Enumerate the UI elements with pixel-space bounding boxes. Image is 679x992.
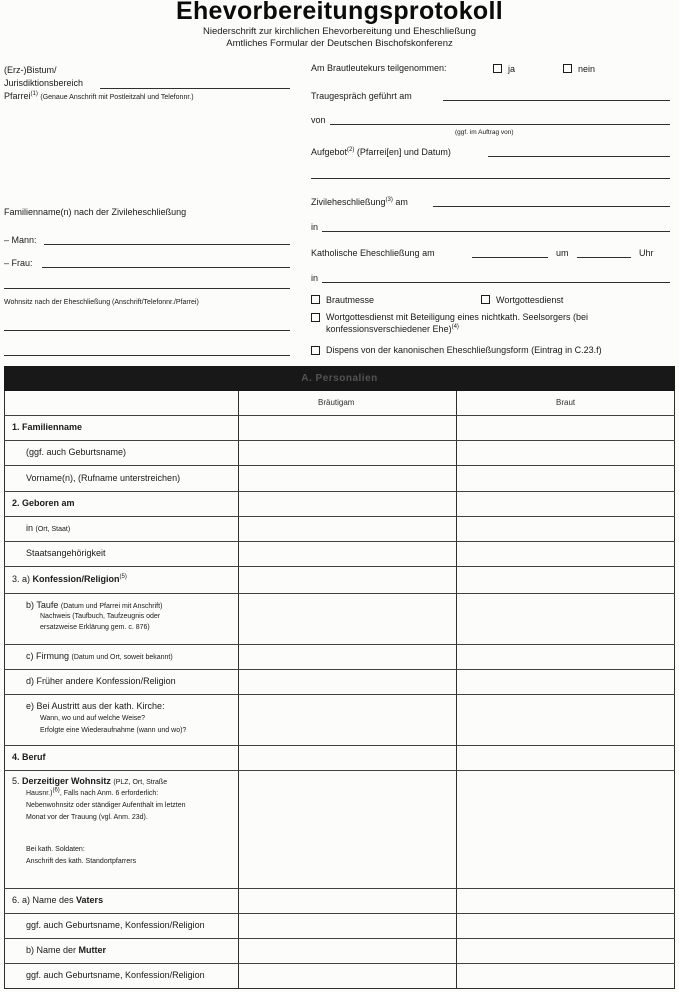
- row-mutter-details: ggf. auch Geburtsname, Konfession/Religion: [26, 970, 205, 980]
- row-austritt-wiederaufnahme: Erfolgte eine Wiederaufnahme (wann und wo)?: [40, 727, 187, 734]
- row-taufe-erklaerung: ersatzweise Erklärung gem. c. 876): [40, 624, 150, 631]
- row-divider: [4, 745, 675, 746]
- row-divider: [4, 491, 675, 492]
- row-wohnsitz-hausnr: Hausnr.)$^{(6)}$, Falls nach Anm. 6 erforderlich:: [26, 787, 159, 797]
- row-geburtsort: in (Ort, Staat): [26, 523, 71, 533]
- row-divider: [4, 593, 675, 594]
- row-frueher-konfession: d) Früher andere Konfession/Religion: [26, 676, 176, 686]
- wohnsitz-label: Wohnsitz nach der Eheschließung (Anschrift/Telefonnr./Pfarrei): [4, 299, 199, 306]
- row-beruf: 4. Beruf: [12, 752, 46, 762]
- wortgottesdienst-beteiligung-label-2: konfessionsverschiedener Ehe)$^{(4)}$: [326, 324, 459, 334]
- um-label: um: [556, 248, 569, 258]
- row-divider: [4, 465, 675, 466]
- row-mutter: b) Name der Mutter: [26, 945, 107, 955]
- row-divider: [4, 440, 675, 441]
- wortgottesdienst-beteiligung-label: Wortgottesdienst mit Beteiligung eines nichtkath. Seelsorgers (bei: [326, 312, 588, 322]
- row-monat: Monat vor der Trauung (vgl. Anm. 23d).: [26, 814, 148, 821]
- zivil-date-field[interactable]: [433, 206, 670, 207]
- row-divider: [4, 644, 675, 645]
- row-wohnsitz: 5. Derzeitiger Wohnsitz (PLZ, Ort, Straße: [12, 776, 168, 786]
- col-braeutigam-header: Bräutigam: [318, 398, 355, 407]
- row-taufe-nachweis: Nachweis (Taufbuch, Taufzeugnis oder: [40, 613, 161, 620]
- katholisch-date-field[interactable]: [472, 257, 548, 258]
- wortgottesdienst-beteiligung-checkbox[interactable]: [311, 313, 320, 322]
- row-taufe: b) Taufe (Datum und Pfarrei mit Anschrift): [26, 600, 163, 610]
- wohnsitz-field-2[interactable]: [4, 355, 290, 356]
- row-vater-details: ggf. auch Geburtsname, Konfession/Religion: [26, 920, 205, 930]
- von-label: von: [311, 115, 326, 125]
- zivil-in-label: in: [311, 222, 319, 232]
- row-divider: [4, 963, 675, 964]
- row-austritt: e) Bei Austritt aus der kath. Kirche:: [26, 701, 165, 711]
- row-standortpfarrer: Anschrift des kath. Standortpfarrers: [26, 858, 137, 865]
- dispens-label: Dispens von der kanonischen Eheschließungsform (Eintrag in C.23.f): [326, 345, 602, 355]
- row-soldaten: Bei kath. Soldaten:: [26, 846, 85, 853]
- auftrag-note: (ggf. im Auftrag von): [455, 129, 514, 136]
- ja-checkbox[interactable]: [493, 64, 502, 73]
- zivil-ort-field[interactable]: [322, 231, 670, 232]
- row-divider: [4, 770, 675, 771]
- row-konfession: 3. a) Konfession/Religion$^{(5)}$: [12, 574, 127, 584]
- row-firmung: c) Firmung (Datum und Ort, soweit bekannt): [26, 651, 173, 661]
- row-geboren: 2. Geboren am: [12, 498, 75, 508]
- row-austritt-wann: Wann, wo und auf welche Weise?: [40, 715, 146, 722]
- aufgebot-field[interactable]: [488, 156, 670, 157]
- brautmesse-checkbox[interactable]: [311, 295, 320, 304]
- brautleutekurs-label: Am Brautleutekurs teilgenommen:: [311, 63, 447, 73]
- row-nebenwohnsitz: Nebenwohnsitz oder ständiger Aufenthalt im letzten: [26, 802, 186, 809]
- row-divider: [4, 938, 675, 939]
- mann-label: – Mann:: [4, 235, 37, 245]
- jurisdiktion-label: Jurisdiktionsbereich: [4, 78, 84, 88]
- katholisch-label: Katholische Eheschließung am: [311, 248, 435, 258]
- bistum-label: (Erz-)Bistum/: [4, 65, 57, 75]
- kath-ort-field[interactable]: [322, 282, 670, 283]
- frau-label: – Frau:: [4, 258, 33, 268]
- column-divider: [238, 391, 239, 989]
- zivil-label: Zivileheschließung$^{(3)}$ am: [311, 197, 408, 207]
- dispens-checkbox[interactable]: [311, 346, 320, 355]
- traugespraech-label: Traugespräch geführt am: [311, 91, 412, 101]
- form-title: Ehevorbereitungsprotokoll: [176, 0, 503, 25]
- row-familienname: 1. Familienname: [12, 422, 83, 432]
- row-divider: [4, 516, 675, 517]
- kath-in-label: in: [311, 273, 319, 283]
- row-vater: 6. a) Name des Vaters: [12, 895, 104, 905]
- nein-label: nein: [578, 64, 596, 74]
- pfarrei-label: Pfarrei$^{(1)}$ (Genaue Anschrift mit Postleitzahl und Telefonnr.): [4, 91, 194, 101]
- row-divider: [4, 566, 675, 567]
- traugespraech-field[interactable]: [443, 100, 670, 101]
- uhrzeit-field[interactable]: [577, 257, 631, 258]
- brautmesse-label: Brautmesse: [326, 295, 375, 305]
- nein-checkbox[interactable]: [563, 64, 572, 73]
- row-geburtsname: (ggf. auch Geburtsname): [26, 447, 127, 457]
- von-field[interactable]: [330, 124, 670, 125]
- wortgottesdienst-label: Wortgottesdienst: [496, 295, 564, 305]
- row-divider: [4, 541, 675, 542]
- row-divider: [4, 694, 675, 695]
- row-divider: [4, 669, 675, 670]
- aufgebot-label: Aufgebot$^{(2)}$ (Pfarrei[en] und Datum): [311, 147, 451, 157]
- mann-field[interactable]: [44, 244, 290, 245]
- wohnsitz-field-1[interactable]: [4, 330, 290, 331]
- col-braut-header: Braut: [556, 398, 576, 407]
- ja-label: ja: [508, 64, 516, 74]
- form-subtitle: Niederschrift zur kirchlichen Ehevorbereitung und Eheschließung: [202, 26, 476, 37]
- frau-field[interactable]: [42, 267, 290, 268]
- column-divider: [456, 391, 457, 989]
- section-a-header: A. Personalien: [4, 366, 675, 391]
- row-divider: [4, 888, 675, 889]
- familienname-label: Familienname(n) nach der Zivileheschließung: [4, 207, 187, 217]
- row-staatsangehoerigkeit: Staatsangehörigkeit: [26, 548, 106, 558]
- wortgottesdienst-checkbox[interactable]: [481, 295, 490, 304]
- uhr-label: Uhr: [639, 248, 654, 258]
- row-divider: [4, 415, 675, 416]
- name-extra-field[interactable]: [4, 288, 290, 289]
- aufgebot-field-2[interactable]: [311, 178, 670, 179]
- jurisdiktion-field[interactable]: [100, 88, 290, 89]
- row-divider: [4, 913, 675, 914]
- form-subtitle-2: Amtliches Formular der Deutschen Bischofskonferenz: [226, 38, 453, 49]
- row-vorname: Vorname(n), (Rufname unterstreichen): [26, 473, 181, 483]
